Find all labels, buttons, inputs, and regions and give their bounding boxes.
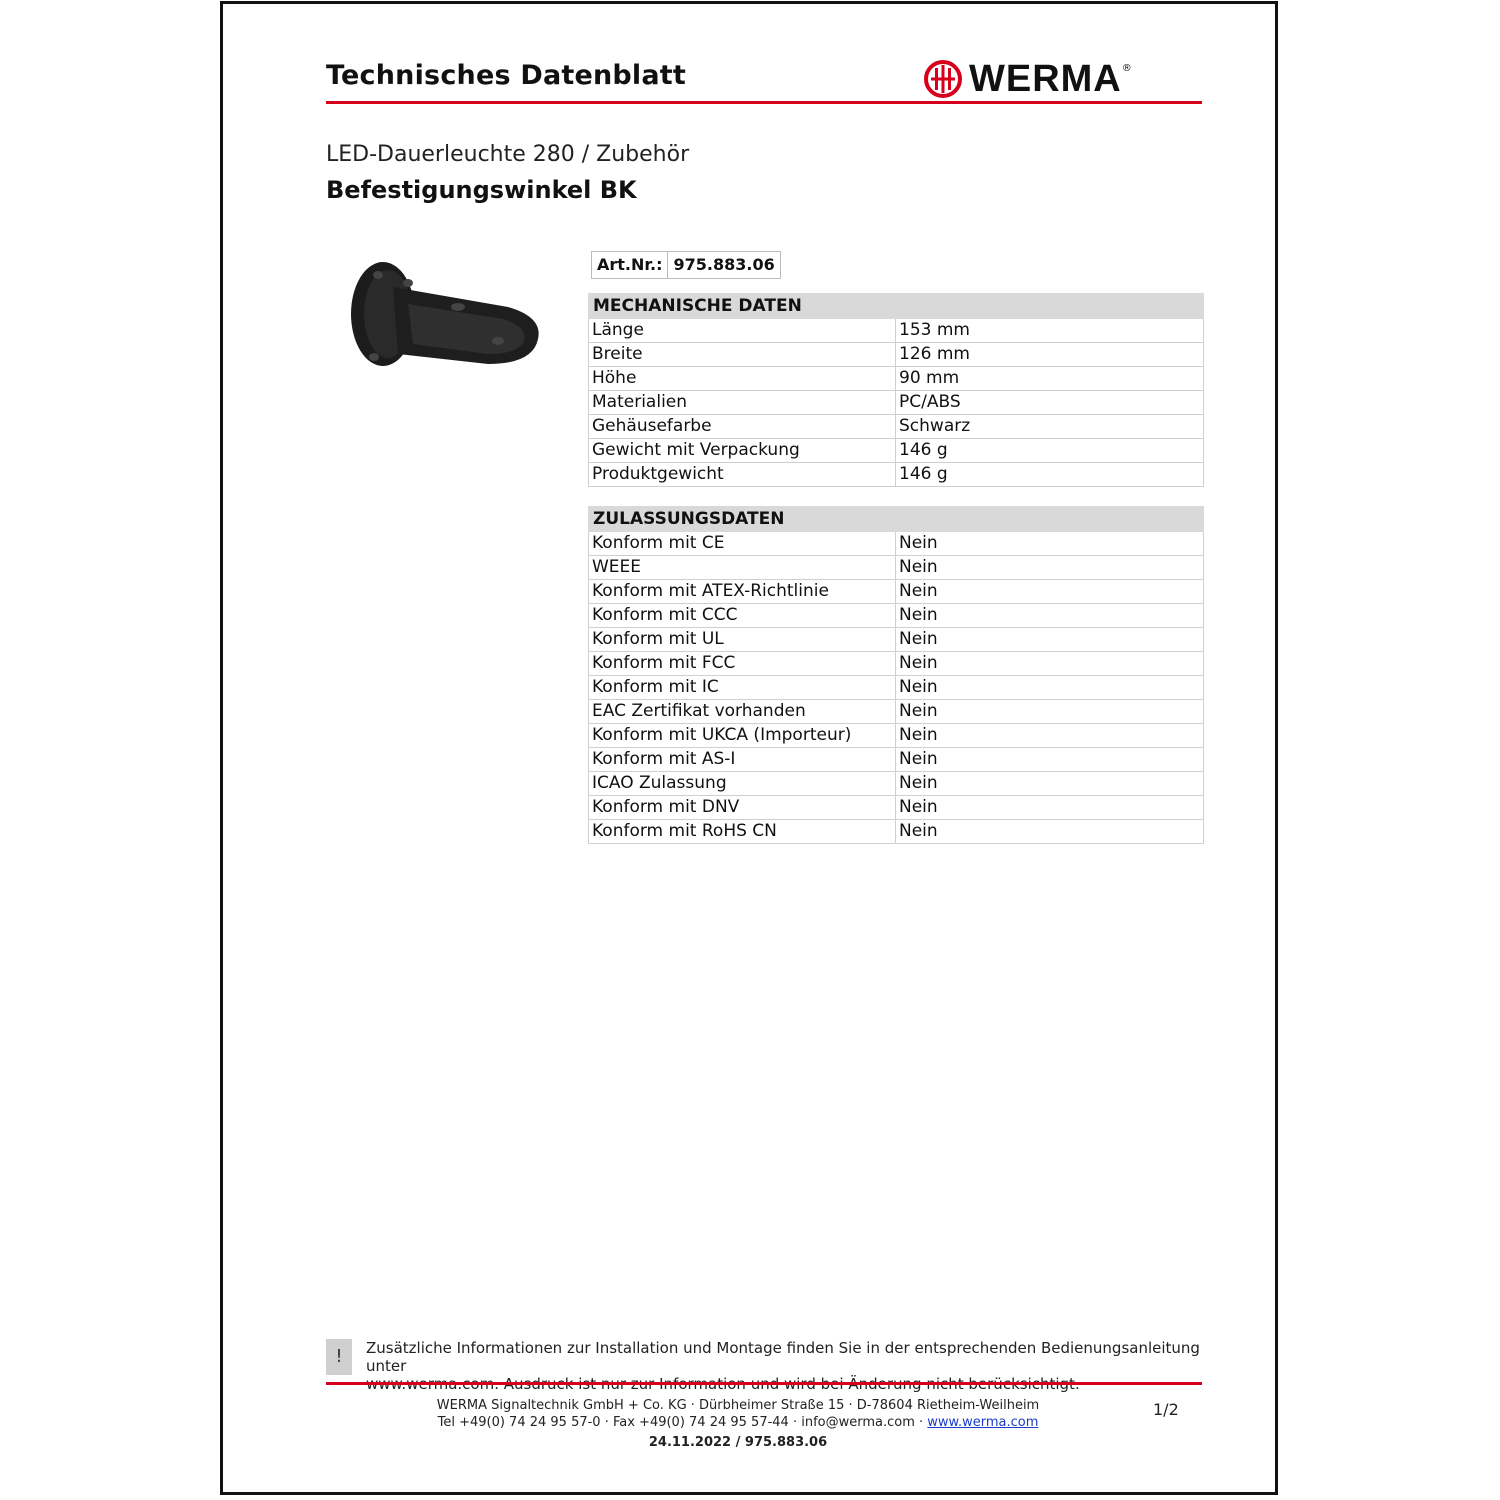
article-number-value: 975.883.06 xyxy=(667,252,779,278)
spec-value: 146 g xyxy=(896,439,1204,463)
spec-value: Nein xyxy=(896,652,1204,676)
table-row xyxy=(589,652,1204,676)
product-name: Befestigungswinkel BK xyxy=(326,176,637,204)
spec-value: 146 g xyxy=(896,463,1204,487)
spec-key: Konform mit IC xyxy=(589,676,896,700)
table-row xyxy=(589,580,1204,604)
spec-key: Konform mit CCC xyxy=(589,604,896,628)
spec-key: Höhe xyxy=(589,367,896,391)
table-row xyxy=(589,820,1204,844)
footer-website-link[interactable]: www.werma.com xyxy=(927,1415,1039,1430)
spec-value: Nein xyxy=(896,700,1204,724)
spec-value: 126 mm xyxy=(896,343,1204,367)
spec-value: 153 mm xyxy=(896,319,1204,343)
spec-key: ICAO Zulassung xyxy=(589,772,896,796)
spec-key: Konform mit UL xyxy=(589,628,896,652)
spec-value: Nein xyxy=(896,820,1204,844)
header-divider xyxy=(326,101,1202,104)
spec-key: Gewicht mit Verpackung xyxy=(589,439,896,463)
mounting-bracket-photo-icon xyxy=(338,259,548,379)
spec-key: EAC Zertifikat vorhanden xyxy=(589,700,896,724)
document-title: Technisches Datenblatt xyxy=(326,60,687,91)
spec-key: Konform mit CE xyxy=(589,532,896,556)
spec-value: Schwarz xyxy=(896,415,1204,439)
table-row xyxy=(589,343,1204,367)
spec-value: Nein xyxy=(896,532,1204,556)
spec-value: Nein xyxy=(896,772,1204,796)
table-row xyxy=(589,628,1204,652)
mechanical-data-heading: MECHANISCHE DATEN xyxy=(589,294,1204,319)
footer-divider xyxy=(326,1382,1202,1385)
logo-wordmark: WERMA xyxy=(969,58,1122,100)
datasheet-page xyxy=(220,1,1278,1495)
spec-key: Produktgewicht xyxy=(589,463,896,487)
table-row xyxy=(589,439,1204,463)
spec-key: WEEE xyxy=(589,556,896,580)
footer-date-ref: 24.11.2022 / 975.883.06 xyxy=(648,1435,828,1450)
spec-value: Nein xyxy=(896,724,1204,748)
spec-value: Nein xyxy=(896,604,1204,628)
table-row xyxy=(589,391,1204,415)
product-category: LED-Dauerleuchte 280 / Zubehör xyxy=(326,142,690,167)
footer-company: WERMA Signaltechnik GmbH + Co. KG · Dürbheimer Straße 15 · D-78604 Rietheim-Weilheim xyxy=(436,1398,1040,1413)
approval-data-table xyxy=(588,506,1204,844)
spec-key: Konform mit AS-I xyxy=(589,748,896,772)
table-row xyxy=(589,463,1204,487)
article-number-label: Art.Nr.: xyxy=(597,255,663,274)
spec-key: Konform mit ATEX-Richtlinie xyxy=(589,580,896,604)
table-row xyxy=(589,700,1204,724)
spec-key: Länge xyxy=(589,319,896,343)
spec-value: Nein xyxy=(896,796,1204,820)
table-row xyxy=(589,319,1204,343)
mechanical-data-table xyxy=(588,293,1204,487)
spec-key: Konform mit UKCA (Importeur) xyxy=(589,724,896,748)
werma-logo-icon xyxy=(923,59,963,99)
table-row xyxy=(589,604,1204,628)
footer-contact-line xyxy=(323,1414,1153,1431)
spec-value: PC/ABS xyxy=(896,391,1204,415)
spec-key: Breite xyxy=(589,343,896,367)
spec-key: Materialien xyxy=(589,391,896,415)
footer-contact: Tel +49(0) 74 24 95 57-0 · Fax +49(0) 74 24 95 57-44 · info@werma.com · xyxy=(437,1415,928,1430)
exclamation-icon: ! xyxy=(326,1339,352,1375)
page-number: 1/2 xyxy=(1153,1400,1179,1419)
spec-key: Konform mit RoHS CN xyxy=(589,820,896,844)
table-row xyxy=(589,724,1204,748)
table-row xyxy=(589,367,1204,391)
table-row xyxy=(589,676,1204,700)
spec-value: Nein xyxy=(896,628,1204,652)
spec-value: Nein xyxy=(896,676,1204,700)
approval-data-heading: ZULASSUNGSDATEN xyxy=(589,507,1204,532)
table-row xyxy=(589,772,1204,796)
registered-mark: ® xyxy=(1121,63,1132,74)
werma-logo xyxy=(923,59,1132,99)
table-row xyxy=(589,532,1204,556)
table-row xyxy=(589,556,1204,580)
spec-key: Konform mit DNV xyxy=(589,796,896,820)
footer xyxy=(323,1397,1153,1451)
table-row xyxy=(589,748,1204,772)
notice-line-1: Zusätzliche Informationen zur Installation und Montage finden Sie in der entsprechenden Bedienungsanleitung unter xyxy=(366,1339,1200,1375)
spec-key: Gehäusefarbe xyxy=(589,415,896,439)
article-number-box xyxy=(591,251,781,279)
table-row xyxy=(589,796,1204,820)
table-row xyxy=(589,415,1204,439)
spec-value: 90 mm xyxy=(896,367,1204,391)
spec-value: Nein xyxy=(896,580,1204,604)
spec-value: Nein xyxy=(896,556,1204,580)
spec-key: Konform mit FCC xyxy=(589,652,896,676)
info-notice xyxy=(326,1339,1202,1375)
spec-value: Nein xyxy=(896,748,1204,772)
